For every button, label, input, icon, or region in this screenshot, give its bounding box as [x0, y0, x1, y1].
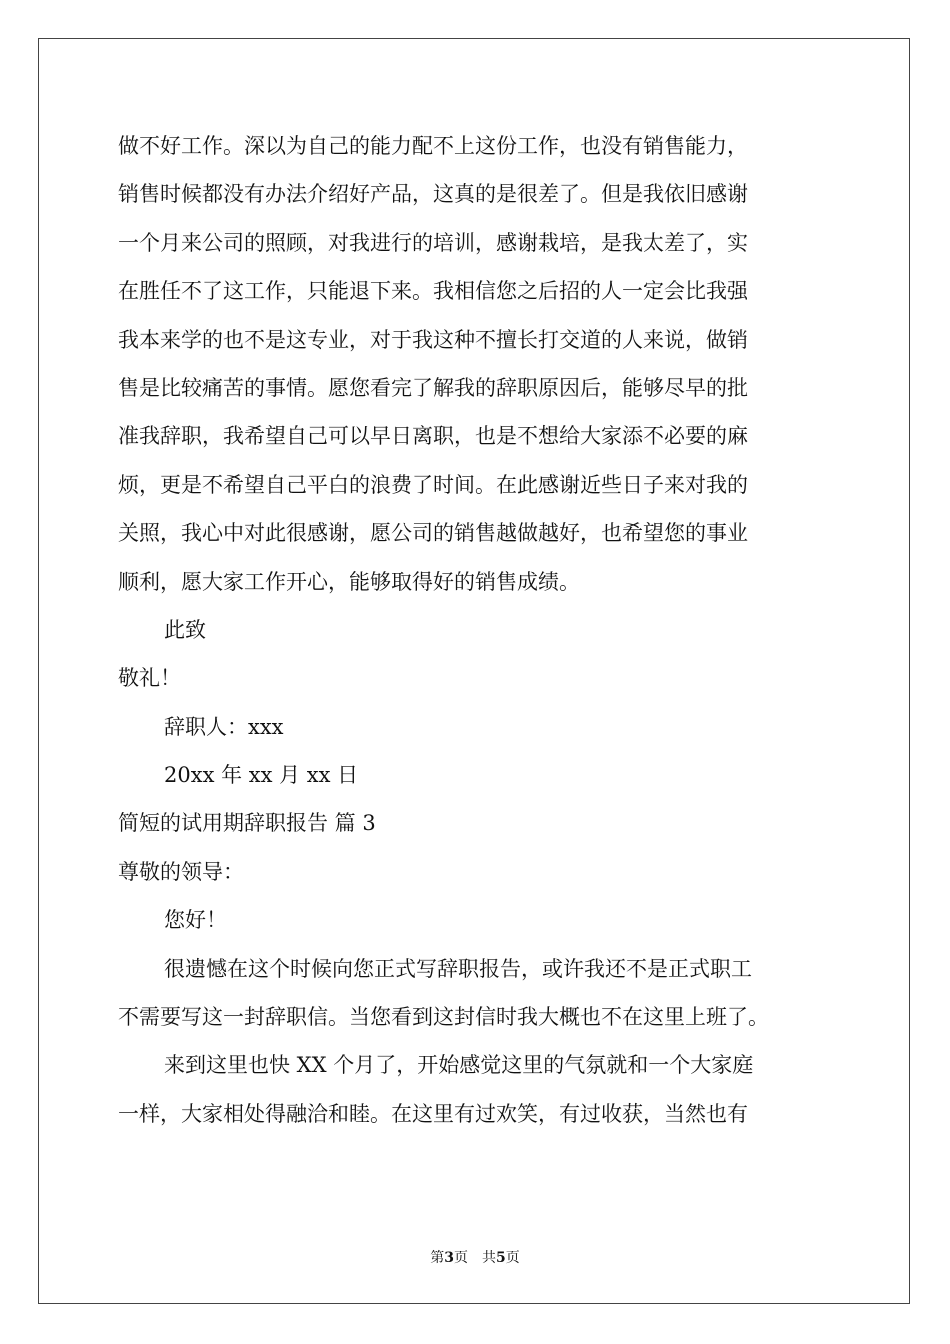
text-line: 一个月来公司的照顾，对我进行的培训，感谢栽培，是我太差了，实: [118, 230, 748, 255]
text-line: 您好！: [164, 908, 227, 933]
footer-prefix: 第: [430, 1250, 445, 1266]
text-line: 在胜任不了这工作，只能退下来。我相信您之后招的人一定会比我强: [118, 279, 748, 304]
text-line: 做不好工作。深以为自己的能力配不上这份工作，也没有销售能力，: [118, 134, 748, 158]
text-line: 尊敬的领导：: [118, 859, 244, 884]
text-line: 来到这里也快 XX 个月了，开始感觉这里的气氛就和一个大家庭: [164, 1053, 754, 1078]
text-line: 简短的试用期辞职报告 篇 3: [118, 811, 376, 836]
text-line: 不需要写这一封辞职信。当您看到这封信时我大概也不在这里上班了。: [118, 1005, 769, 1030]
total-page-number: 5: [496, 1250, 506, 1266]
text-line: 关照，我心中对此很感谢，愿公司的销售越做越好，也希望您的事业: [118, 521, 748, 546]
text-line: 很遗憾在这个时候向您正式写辞职报告，或许我还不是正式职工: [164, 956, 752, 981]
footer-middle: 页 共: [454, 1250, 496, 1266]
text-line: 一样，大家相处得融洽和睦。在这里有过欢笑，有过收获，当然也有: [118, 1101, 748, 1126]
footer-suffix: 页: [505, 1250, 520, 1266]
text-line: 20xx 年 xx 月 xx 日: [164, 763, 359, 788]
document-body: [118, 122, 838, 1138]
text-line: 辞职人：xxx: [164, 714, 284, 739]
text-line: 此致: [164, 617, 206, 642]
text-line: 准我辞职，我希望自己可以早日离职，也是不想给大家添不必要的麻: [118, 424, 748, 449]
text-line: 烦，更是不希望自己平白的浪费了时间。在此感谢近些日子来对我的: [118, 472, 748, 497]
text-line: 顺利，愿大家工作开心，能够取得好的销售成绩。: [118, 569, 580, 594]
text-line: 售是比较痛苦的事情。愿您看完了解我的辞职原因后，能够尽早的批: [118, 375, 748, 400]
page-footer: [0, 1247, 950, 1267]
text-line: 敬礼！: [118, 666, 181, 691]
text-line: 销售时候都没有办法介绍好产品，这真的是很差了。但是我依旧感谢: [118, 182, 748, 207]
text-line: 我本来学的也不是这专业，对于我这种不擅长打交道的人来说，做销: [118, 327, 748, 352]
current-page-number: 3: [444, 1250, 454, 1266]
